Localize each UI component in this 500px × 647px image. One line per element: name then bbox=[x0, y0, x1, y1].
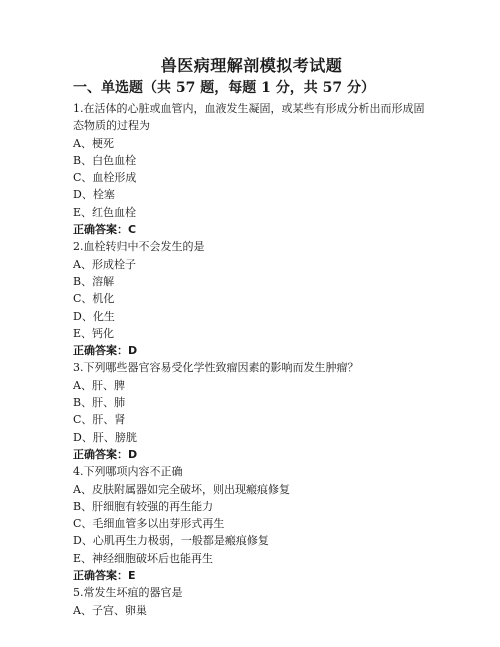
option-d: D、化生 bbox=[73, 309, 115, 323]
option-e: E、神经细胞破坏后也能再生 bbox=[73, 551, 214, 565]
correct-answer: 正确答案：D bbox=[73, 344, 138, 358]
question-5 bbox=[73, 584, 430, 619]
option-a: A、皮肤附属器如完全破坏，则出现瘢痕修复 bbox=[73, 482, 290, 496]
question-stem: 2.血栓转归中不会发生的是 bbox=[73, 240, 205, 254]
option-c: C、血栓形成 bbox=[73, 171, 137, 185]
correct-answer: 正确答案：D bbox=[73, 447, 138, 461]
option-a: A、子宫、卵巢 bbox=[73, 603, 147, 617]
question-3 bbox=[73, 359, 430, 463]
question-stem: 1.在活体的心脏或血管内，血液发生凝固，或某些有形成分析出而形成固态物质的过程为 bbox=[73, 102, 425, 133]
question-stem: 4.下列哪项内容不正确 bbox=[73, 465, 183, 479]
option-b: B、肝细胞有较强的再生能力 bbox=[73, 499, 214, 513]
option-a: A、梗死 bbox=[73, 136, 114, 150]
option-b: B、白色血栓 bbox=[73, 153, 137, 167]
option-d: D、肝、膀胱 bbox=[73, 430, 137, 444]
option-e: E、钙化 bbox=[73, 326, 115, 340]
option-a: A、肝、脾 bbox=[73, 378, 125, 392]
option-c: C、机化 bbox=[73, 292, 115, 306]
question-1 bbox=[73, 100, 430, 238]
document-title: 兽医病理解剖模拟考试题 bbox=[160, 56, 343, 75]
question-2 bbox=[73, 238, 430, 359]
section-heading: 一、单选题（共 57 题，每题 1 分，共 57 分） bbox=[73, 80, 375, 96]
question-stem: 5.常发生坏疽的器官是 bbox=[73, 586, 183, 600]
option-b: B、溶解 bbox=[73, 274, 115, 288]
question-stem: 3.下列哪些器官容易受化学性致瘤因素的影响而发生肿瘤？ bbox=[73, 361, 359, 375]
option-d: D、栓塞 bbox=[73, 188, 115, 202]
option-c: C、肝、肾 bbox=[73, 413, 126, 427]
option-b: B、肝、肺 bbox=[73, 396, 126, 410]
option-a: A、形成栓子 bbox=[73, 257, 136, 271]
option-e: E、红色血栓 bbox=[73, 205, 137, 219]
correct-answer: 正确答案：E bbox=[73, 569, 136, 583]
option-d: D、心肌再生力极弱，一般都是瘢痕修复 bbox=[73, 534, 269, 548]
option-c: C、毛细血管多以出芽形式再生 bbox=[73, 517, 225, 531]
question-4 bbox=[73, 463, 430, 584]
correct-answer: 正确答案：C bbox=[73, 223, 137, 237]
